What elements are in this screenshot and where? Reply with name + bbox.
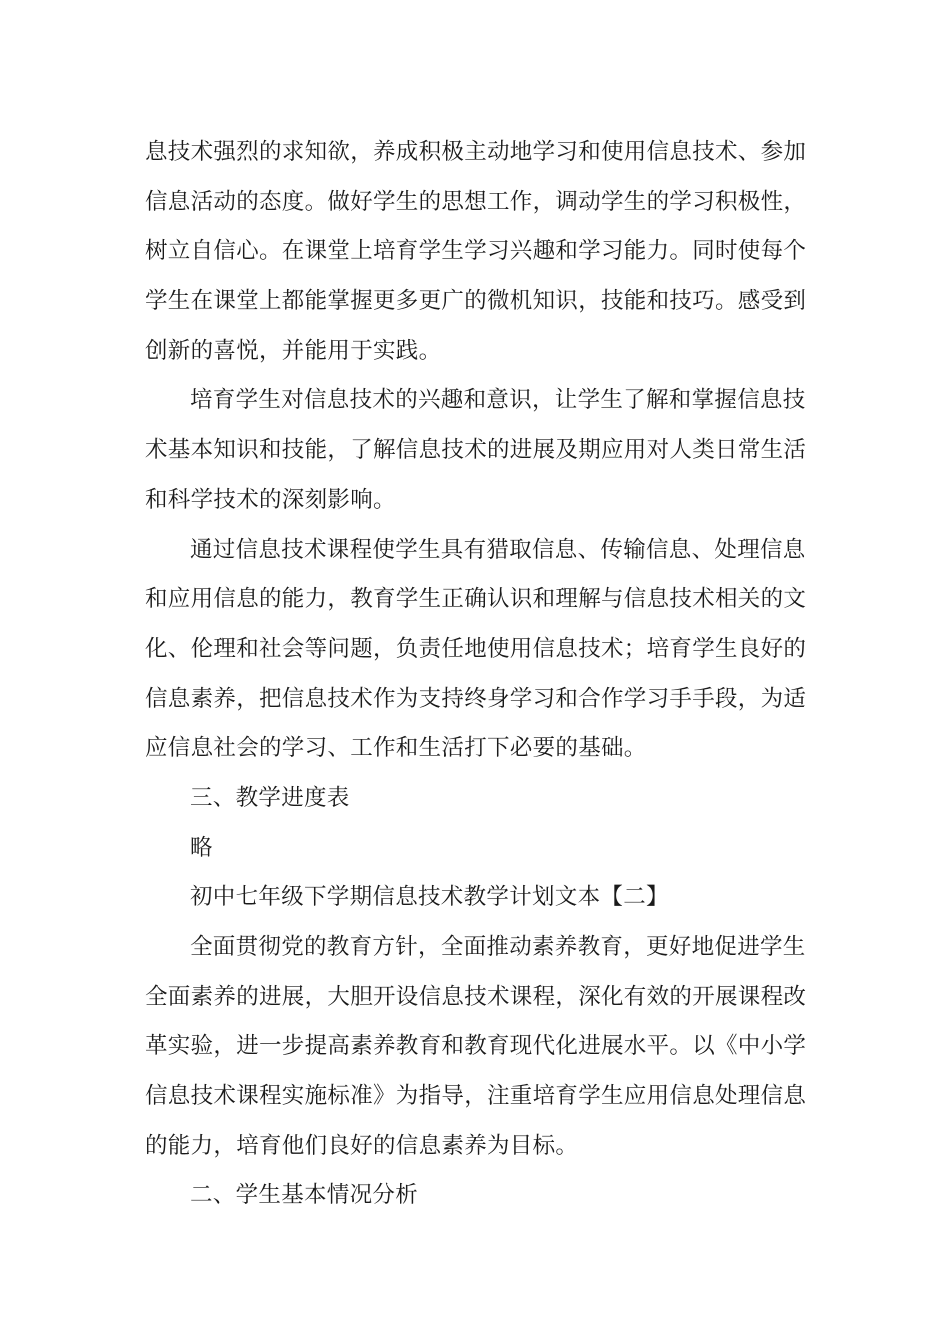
text-line: 信息活动的态度。做好学生的思想工作，调动学生的学习积极性，: [145, 188, 807, 215]
text-line: 二、学生基本情况分析: [190, 1182, 419, 1209]
text-line: 略: [190, 834, 213, 861]
text-line: 创新的喜悦，并能用于实践。: [145, 337, 442, 364]
text-line: 信息技术课程实施标准》为指导，注重培育学生应用信息处理信息: [145, 1083, 807, 1110]
text-line: 全面贯彻党的教育方针，全面推动素养教育，更好地促进学生: [190, 934, 806, 960]
text-line: 和科学技术的深刻影响。: [145, 486, 396, 513]
text-line: 初中七年级下学期信息技术教学计划文本【二】: [190, 884, 669, 911]
text-line: 的能力，培育他们良好的信息素养为目标。: [145, 1132, 579, 1159]
text-line: 术基本知识和技能，了解信息技术的进展及期应用对人类日常生活: [145, 437, 807, 464]
text-line: 学生在课堂上都能掌握更多更广的微机知识，技能和技巧。感受到: [145, 288, 807, 315]
text-line: 信息素养，把信息技术作为支持终身学习和合作学习手手段，为适: [145, 685, 807, 712]
text-line: 应信息社会的学习、工作和生活打下必要的基础。: [145, 735, 647, 762]
document-body: [145, 128, 810, 1221]
text-line: 化、伦理和社会等问题，负责任地使用信息技术；培育学生良好的: [145, 635, 807, 662]
text-line: 息技术强烈的求知欲，养成积极主动地学习和使用信息技术、参加: [145, 139, 807, 165]
text-line: 通过信息技术课程使学生具有猎取信息、传输信息、处理信息: [190, 536, 806, 563]
text-line: 培育学生对信息技术的兴趣和意识，让学生了解和掌握信息技: [190, 387, 806, 414]
text-line: 三、教学进度表: [190, 784, 350, 811]
text-line: 全面素养的进展，大胆开设信息技术课程，深化有效的开展课程改: [145, 983, 807, 1010]
text-line: 树立自信心。在课堂上培育学生学习兴趣和学习能力。同时使每个: [145, 238, 807, 265]
text-line: 革实验，进一步提高素养教育和教育现代化进展水平。以《中小学: [145, 1033, 807, 1060]
text-line: 和应用信息的能力，教育学生正确认识和理解与信息技术相关的文: [145, 586, 807, 613]
